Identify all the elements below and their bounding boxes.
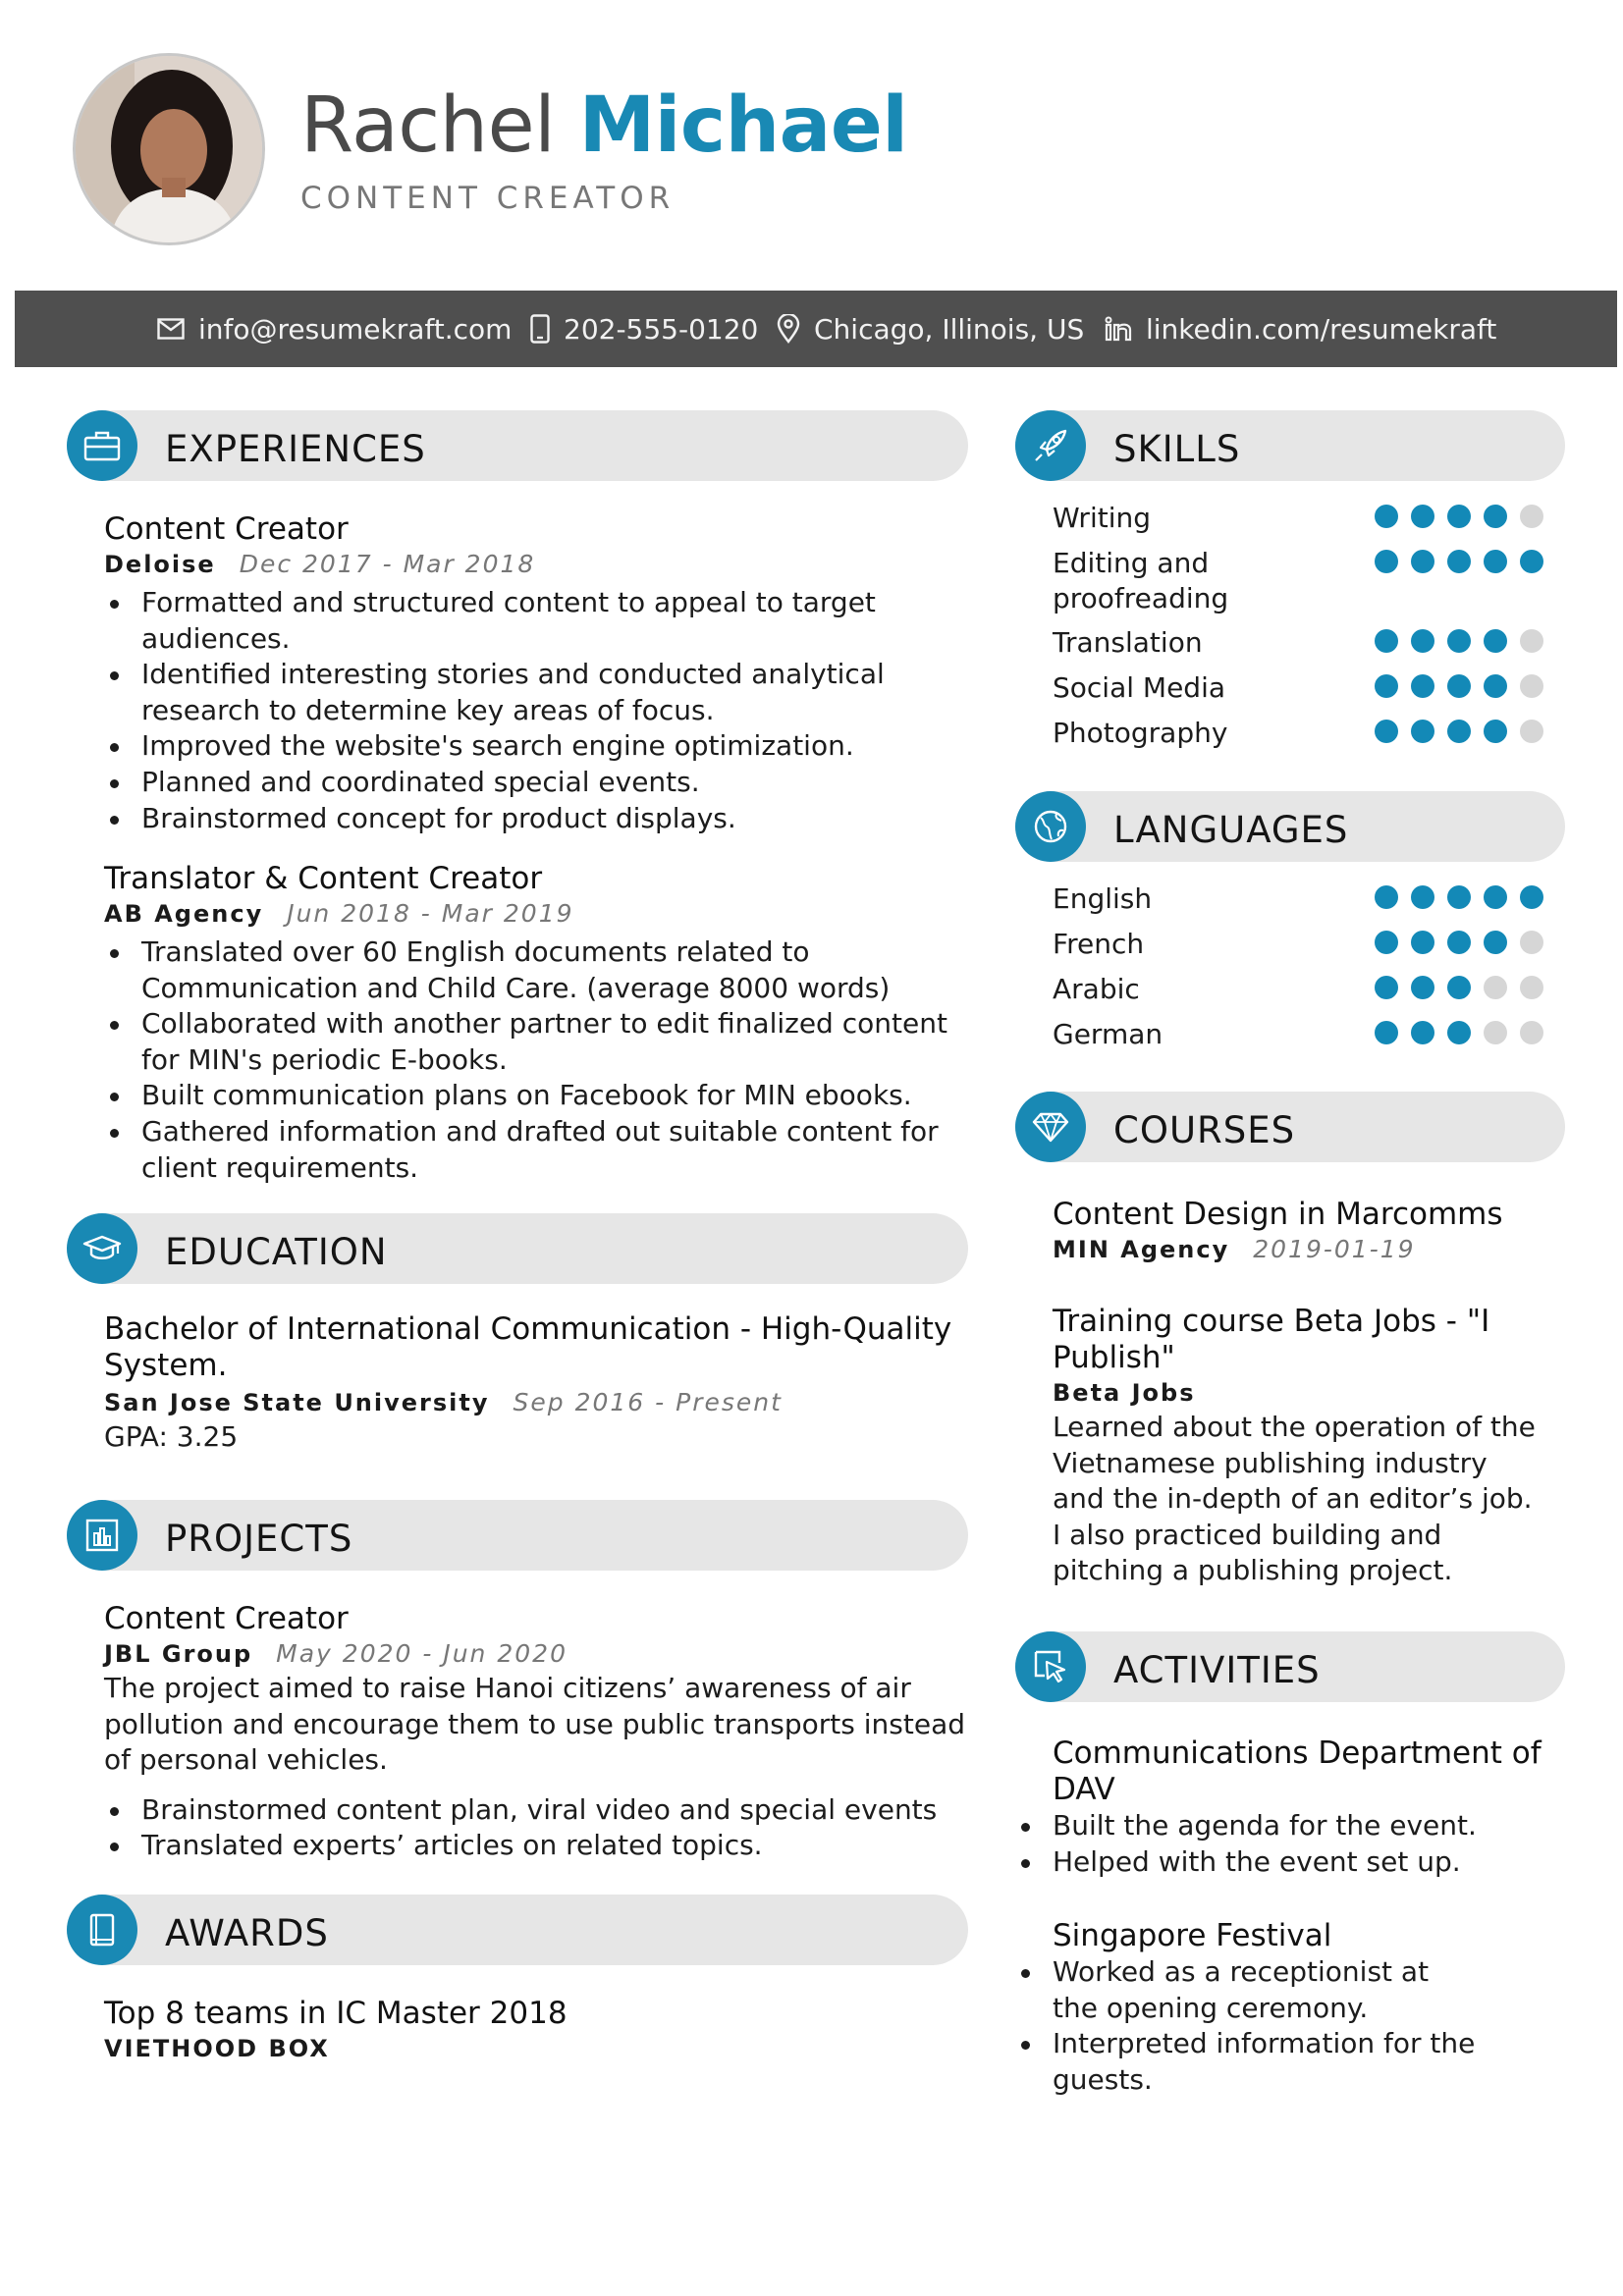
diamond-icon (1015, 1092, 1086, 1162)
rating-dot (1375, 1021, 1398, 1044)
rating-dot (1375, 885, 1398, 909)
activity-title: Singapore Festival (1053, 1918, 1332, 1953)
list-item: Collaborated with another partner to edit finalized content for MIN's periodic E-books. (104, 1006, 958, 1078)
activity-title: Communications Department of DAV (1053, 1735, 1542, 1807)
graduation-cap-icon (67, 1213, 137, 1284)
skill-rating (1375, 550, 1543, 573)
course-title: Training course Beta Jobs - "I Publish" (1053, 1304, 1490, 1375)
education-date: Sep 2016 - Present (513, 1388, 783, 1416)
rating-dot (1375, 674, 1398, 698)
rating-dot (1411, 885, 1434, 909)
course-item (1053, 1304, 1563, 1589)
language-rating (1375, 885, 1543, 909)
first-name: Rachel (300, 81, 556, 170)
experience-date: Jun 2018 - Mar 2019 (287, 899, 574, 928)
skills-header-bar (1015, 410, 1565, 481)
award-meta (104, 2032, 968, 2065)
rating-dot (1484, 931, 1507, 954)
course-org: MIN Agency (1053, 1236, 1230, 1263)
skills-list (1053, 501, 1543, 761)
rating-dot (1375, 931, 1398, 954)
courses-heading: COURSES (1113, 1109, 1296, 1151)
education-heading: EDUCATION (165, 1231, 388, 1273)
rating-dot (1520, 505, 1543, 528)
skill-name: Photography (1053, 717, 1228, 749)
rating-dot (1411, 976, 1434, 999)
rating-dot (1484, 550, 1507, 573)
list-item: Improved the website's search engine optimization. (104, 728, 890, 765)
list-item: Translated over 60 English documents related to Communication and Child Care. (average 8000 words) (104, 934, 958, 1006)
cursor-click-icon (1015, 1631, 1086, 1702)
language-name: German (1053, 1018, 1163, 1050)
rating-dot (1447, 550, 1471, 573)
rating-dot (1375, 629, 1398, 653)
award-title: Top 8 teams in IC Master 2018 (104, 1996, 568, 2031)
course-meta (1053, 1233, 1563, 1266)
linkedin-icon (1105, 316, 1132, 342)
skill-rating (1375, 720, 1543, 743)
envelope-icon (157, 318, 185, 340)
rating-dot (1375, 550, 1398, 573)
course-description: Learned about the operation of the Vietnamese publishing industry and the in-depth of an editor’s job. I also practiced building and pitching a publishing project. (1053, 1411, 1536, 1587)
list-item: Interpreted information for the guests. (1015, 2026, 1477, 2098)
skill-row (1053, 501, 1543, 546)
book-icon (67, 1895, 137, 1965)
rating-dot (1375, 976, 1398, 999)
list-item: Brainstormed content plan, viral video and special events (104, 1792, 968, 1829)
rating-dot (1411, 505, 1434, 528)
award-org: VIETHOOD BOX (104, 2035, 330, 2062)
map-pin-icon (777, 314, 800, 344)
rocket-icon (1015, 410, 1086, 481)
course-item (1053, 1196, 1563, 1266)
rating-dot (1447, 931, 1471, 954)
language-name: French (1053, 928, 1145, 960)
rating-dot (1484, 629, 1507, 653)
skill-rating (1375, 629, 1543, 653)
profile-photo (73, 53, 265, 245)
rating-dot (1520, 931, 1543, 954)
rating-dot (1484, 674, 1507, 698)
rating-dot (1520, 885, 1543, 909)
language-rating (1375, 976, 1543, 999)
course-org: Beta Jobs (1053, 1379, 1196, 1407)
activity-bullets (1015, 1808, 1565, 1880)
phone-icon (530, 314, 550, 344)
rating-dot (1447, 720, 1471, 743)
location-text: Chicago, Illinois, US (814, 312, 1085, 346)
skill-name: Writing (1053, 502, 1151, 534)
skill-rating (1375, 674, 1543, 698)
gpa-text: GPA: 3.25 (104, 1420, 239, 1453)
rating-dot (1375, 505, 1398, 528)
project-title: Content Creator (104, 1601, 349, 1636)
rating-dot (1411, 1021, 1434, 1044)
list-item: Translated experts’ articles on related topics. (104, 1828, 968, 1864)
contact-email[interactable] (157, 291, 512, 367)
activity-item (1015, 1735, 1565, 1880)
skill-row (1053, 546, 1543, 625)
contact-location (777, 291, 1084, 367)
skill-rating (1375, 505, 1543, 528)
globe-icon (1015, 791, 1086, 862)
award-item (104, 1995, 968, 2065)
skill-name: Social Media (1053, 671, 1226, 704)
rating-dot (1484, 1021, 1507, 1044)
contact-linkedin[interactable] (1105, 291, 1496, 367)
email-text: info@resumekraft.com (198, 312, 513, 346)
rating-dot (1447, 674, 1471, 698)
rating-dot (1447, 1021, 1471, 1044)
skills-heading: SKILLS (1113, 428, 1241, 470)
language-rating (1375, 1021, 1543, 1044)
skill-name: Editing and proofreading (1053, 547, 1229, 614)
experience-org: AB Agency (104, 900, 264, 928)
experience-title: Content Creator (104, 511, 349, 547)
rating-dot (1375, 720, 1398, 743)
project-description: The project aimed to raise Hanoi citizens’ awareness of air pollution and encourage them to use public transports instead of personal vehicles. (104, 1672, 965, 1777)
education-item (104, 1311, 968, 1456)
rating-dot (1484, 885, 1507, 909)
rating-dot (1447, 505, 1471, 528)
languages-heading: LANGUAGES (1113, 809, 1349, 851)
project-item (104, 1600, 968, 1864)
rating-dot (1411, 629, 1434, 653)
project-bullets (104, 1792, 968, 1864)
course-title: Content Design in Marcomms (1053, 1197, 1503, 1232)
job-title: CONTENT CREATOR (300, 181, 676, 216)
list-item: Built communication plans on Facebook for MIN ebooks. (104, 1078, 958, 1114)
experience-item (104, 860, 958, 1186)
list-item: Brainstormed concept for product displays. (104, 801, 890, 837)
experience-meta (104, 548, 958, 581)
rating-dot (1447, 976, 1471, 999)
last-name: Michael (578, 81, 908, 170)
rating-dot (1484, 720, 1507, 743)
candidate-name (300, 77, 907, 175)
experience-org: Deloise (104, 551, 216, 578)
degree-title: Bachelor of International Communication - High-Quality System. (104, 1311, 952, 1383)
list-item: Helped with the event set up. (1015, 1844, 1565, 1881)
rating-dot (1411, 931, 1434, 954)
list-item: Worked as a receptionist at the opening ceremony. (1015, 1954, 1477, 2026)
rating-dot (1411, 720, 1434, 743)
rating-dot (1411, 550, 1434, 573)
experience-bullets (104, 934, 958, 1186)
list-item: Gathered information and drafted out suitable content for client requirements. (104, 1114, 958, 1186)
list-item: Formatted and structured content to appeal to target audiences. (104, 585, 890, 657)
project-date: May 2020 - Jun 2020 (276, 1639, 568, 1668)
activity-bullets (1015, 1954, 1477, 2098)
rating-dot (1484, 505, 1507, 528)
language-name: English (1053, 882, 1153, 915)
briefcase-icon (67, 410, 137, 481)
experiences-heading: EXPERIENCES (165, 428, 426, 470)
experience-bullets (104, 585, 890, 836)
projects-heading: PROJECTS (165, 1518, 353, 1560)
phone-text: 202-555-0120 (564, 312, 759, 346)
rating-dot (1520, 629, 1543, 653)
language-row (1053, 972, 1543, 1017)
rating-dot (1520, 976, 1543, 999)
language-name: Arabic (1053, 973, 1140, 1005)
linkedin-text: linkedin.com/resumekraft (1146, 312, 1497, 346)
list-item: Built the agenda for the event. (1015, 1808, 1565, 1844)
experience-date: Dec 2017 - Mar 2018 (239, 550, 536, 578)
rating-dot (1520, 674, 1543, 698)
experience-item (104, 510, 958, 836)
rating-dot (1520, 1021, 1543, 1044)
contact-phone[interactable] (530, 291, 758, 367)
language-rating (1375, 931, 1543, 954)
rating-dot (1520, 550, 1543, 573)
language-row (1053, 927, 1543, 972)
education-meta (104, 1386, 968, 1419)
list-item: Planned and coordinated special events. (104, 765, 890, 801)
activity-item (1015, 1918, 1506, 2098)
language-row (1053, 1017, 1543, 1062)
awards-heading: AWARDS (165, 1912, 329, 1954)
skill-row (1053, 625, 1543, 670)
skill-row (1053, 670, 1543, 716)
experience-meta (104, 897, 958, 931)
languages-list (1053, 881, 1543, 1062)
course-date: 2019-01-19 (1253, 1235, 1416, 1263)
skill-name: Translation (1053, 626, 1203, 659)
bar-chart-icon (67, 1500, 137, 1571)
activities-heading: ACTIVITIES (1113, 1649, 1321, 1691)
course-meta (1053, 1376, 1563, 1410)
project-meta (104, 1637, 968, 1671)
project-org: JBL Group (104, 1640, 253, 1668)
list-item: Identified interesting stories and conducted analytical research to determine key areas of focus. (104, 657, 890, 728)
language-row (1053, 881, 1543, 927)
rating-dot (1411, 674, 1434, 698)
rating-dot (1447, 629, 1471, 653)
school-name: San Jose State University (104, 1389, 490, 1416)
rating-dot (1447, 885, 1471, 909)
rating-dot (1520, 720, 1543, 743)
experience-title: Translator & Content Creator (104, 861, 543, 896)
rating-dot (1484, 976, 1507, 999)
skill-row (1053, 716, 1543, 761)
